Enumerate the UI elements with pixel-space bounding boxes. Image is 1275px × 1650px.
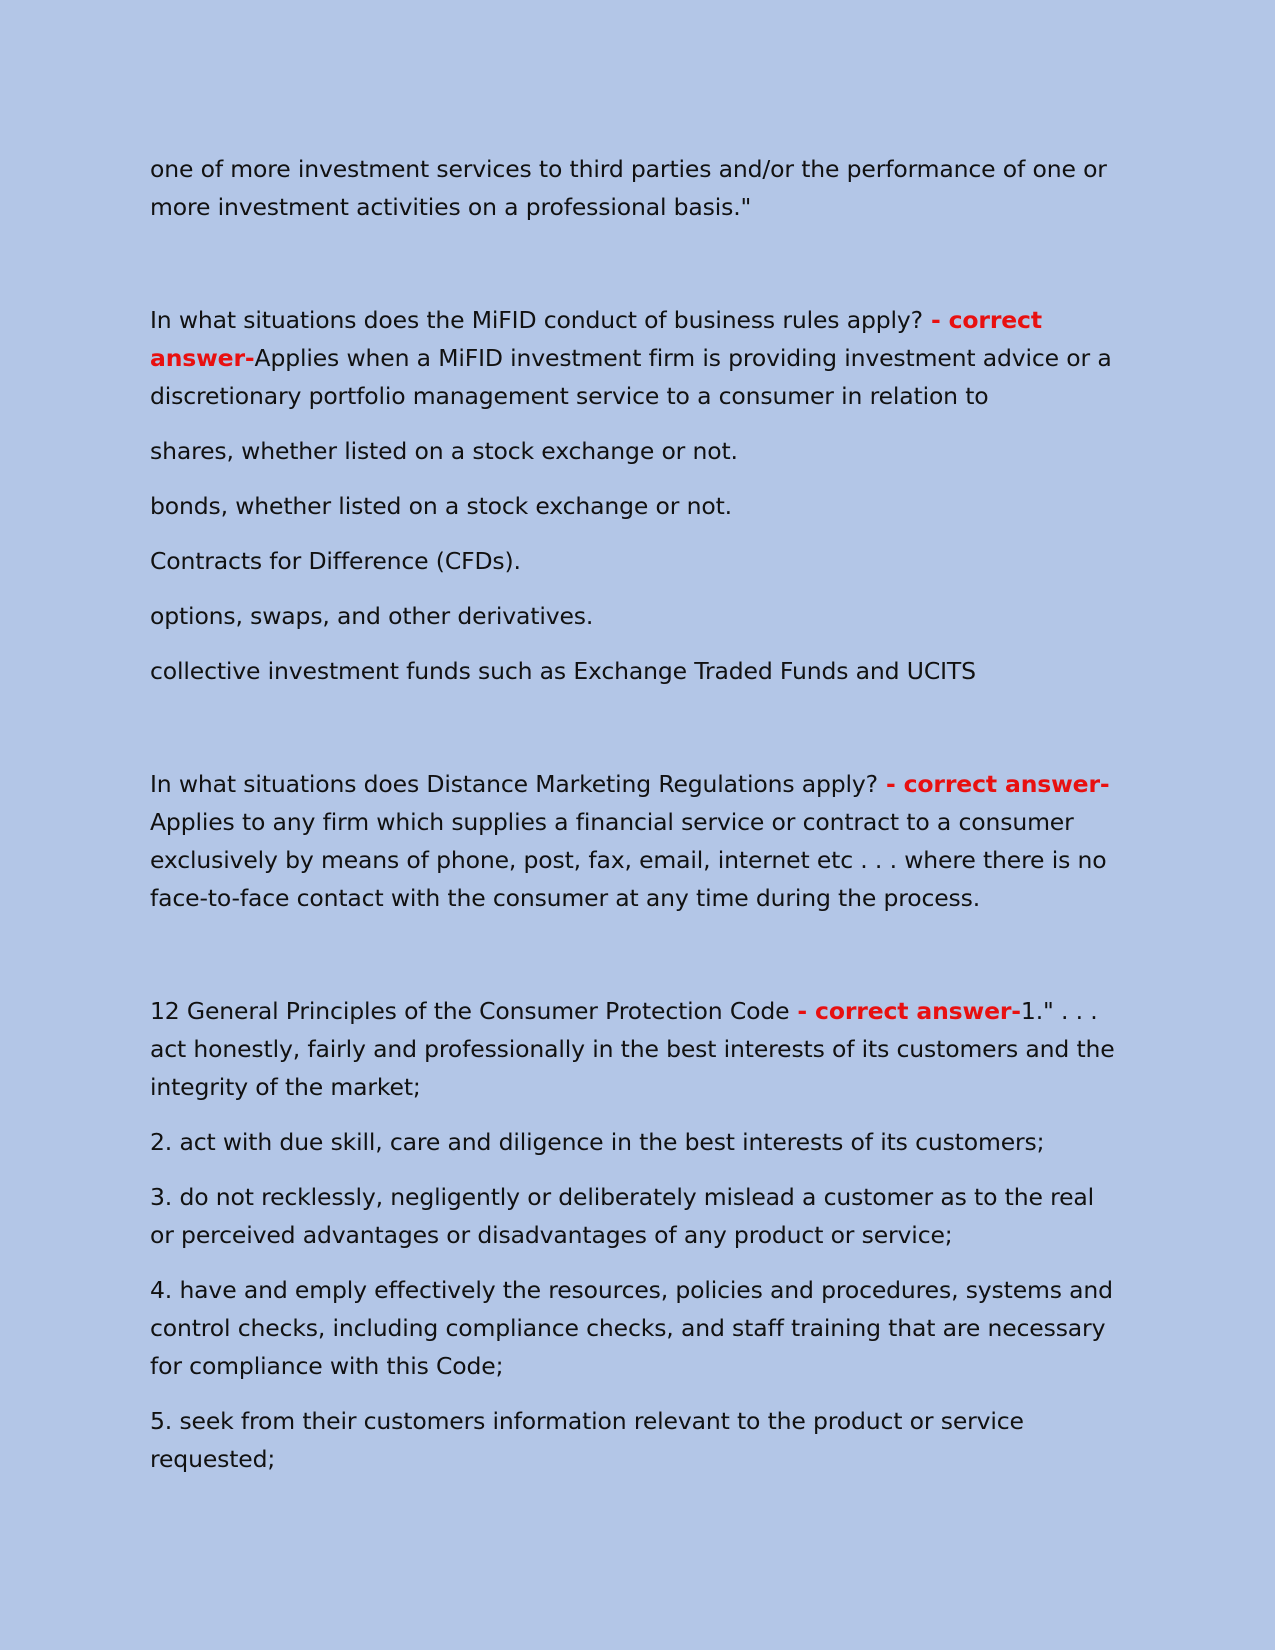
answer-text: 1." . . . act honestly, fairly and professionally in the best interests of its customers and the integrity of the market; [150, 997, 1115, 1101]
answer-text: Applies to any firm which supplies a financial service or contract to a consumer exclusively by means of phone, post, fax, email, internet etc . . . where there is no face-to-face contact with the consumer at any time during the process. [150, 808, 1107, 912]
question-text: 12 General Principles of the Consumer Protection Code [150, 997, 790, 1025]
list-item: 5. seek from their customers information relevant to the product or service requested; [150, 1407, 1024, 1473]
list-item: 4. have and emply effectively the resources, policies and procedures, systems and control checks, including compliance checks, and staff training that are necessary for compliance with this Code; [150, 1276, 1113, 1380]
section-gap [150, 707, 1125, 765]
intro-paragraph: one of more investment services to third parties and/or the performance of one or more investment activities on a professional basis." [150, 155, 1107, 221]
correct-answer-label: - correct answer- [877, 770, 1110, 798]
qa-mifid [150, 301, 1125, 415]
qa-consumer-protection-code [150, 992, 1125, 1106]
list-item: 2. act with due skill, care and diligence in the best interests of its customers; [150, 1128, 1045, 1156]
question-text: In what situations does Distance Marketing Regulations apply? [150, 770, 878, 798]
section-gap [150, 934, 1125, 992]
section-gap [150, 243, 1125, 301]
correct-answer-label: - correct answer- [150, 306, 1042, 372]
list-item: collective investment funds such as Exchange Traded Funds and UCITS [150, 657, 976, 685]
list-item: options, swaps, and other derivatives. [150, 602, 594, 630]
question-text: In what situations does the MiFID conduct of business rules apply? [150, 306, 923, 334]
list-item: bonds, whether listed on a stock exchange or not. [150, 492, 732, 520]
correct-answer-label: - correct answer- [789, 997, 1021, 1025]
list-item: Contracts for Difference (CFDs). [150, 547, 521, 575]
list-item: shares, whether listed on a stock exchange or not. [150, 437, 738, 465]
list-item: 3. do not recklessly, negligently or deliberately mislead a customer as to the real or perceived advantages or disadvantages of any product or service; [150, 1183, 1095, 1249]
document-body [150, 150, 1125, 1495]
qa-distance-marketing [150, 765, 1125, 917]
answer-text: Applies when a MiFID investment firm is providing investment advice or a discretionary portfolio management service to a consumer in relation to [150, 344, 1112, 410]
